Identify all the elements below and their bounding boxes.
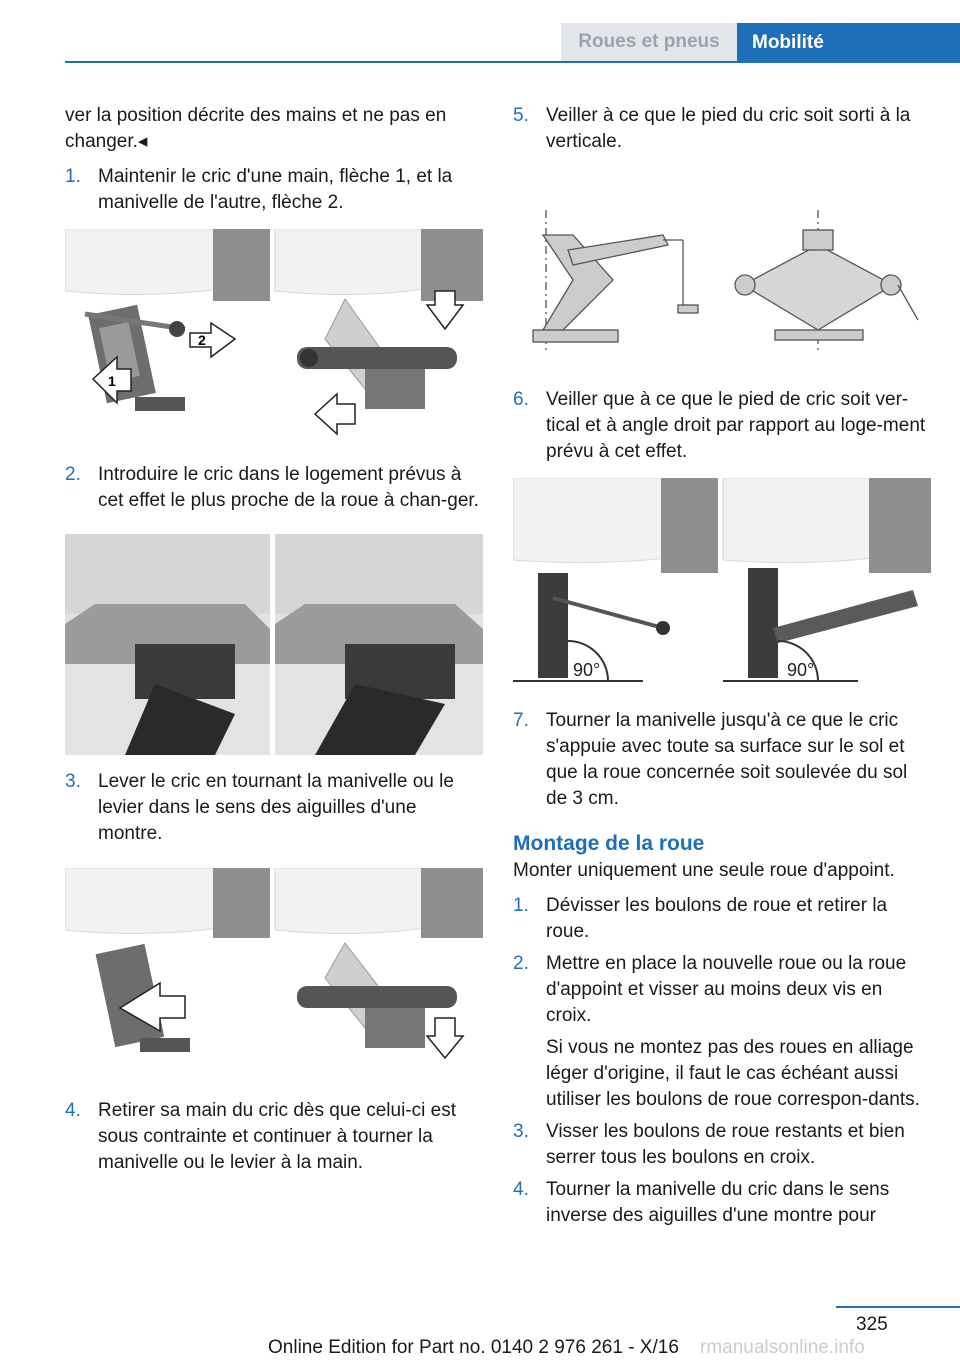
step-text: Lever le cric en tournant la manivelle ou le levier dans le sens des aiguilles d'une montre. [98,771,454,844]
step-number: 2. [513,953,529,974]
step-number: 1. [65,166,81,187]
angle-label: 90° [787,660,815,680]
intro-paragraph: ver la position décrite des mains et ne pas en changer.◂ [65,105,447,152]
step-text: Introduire le cric dans le logement prévus à cet effet le plus proche de la roue à chan‐ger. [98,464,479,511]
list-item [65,164,483,216]
turn-crank-illustration [65,868,483,1073]
figure-hold-jack [65,229,483,441]
step-number: 1. [513,895,529,916]
jack-hold-illustration [65,229,483,441]
step-text: Veiller que à ce que le pied de cric soit ver‐tical et à angle droit par rapport au loge‐ment prévu à cet effet. [546,389,926,462]
footer-rule [836,1306,960,1308]
list-item [513,103,931,155]
step-number: 7. [513,710,529,731]
step-text: Mettre en place la nouvelle roue ou la roue d'appoint et visser au moins deux vis en croix. [546,953,907,1026]
arrow-label-1: 1 [108,373,116,389]
jack-seat-illustration [65,534,483,755]
tab-label: Mobilité [752,32,824,53]
step-number: 5. [513,105,529,126]
right-angle-illustration [513,478,931,686]
figure-turn-crank [65,868,483,1073]
step-text: Si vous ne montez pas des roues en alliage léger d'origine, il faut le cas échéant aussi utiliser les boulons de roue correspon‐dants. [546,1037,920,1110]
step-text: Dévisser les boulons de roue et retirer la roue. [546,895,888,942]
figure-right-angle [513,478,931,686]
step-number: 3. [65,771,81,792]
figure-jack-vertical [513,210,931,355]
list-item [65,1098,483,1176]
list-item [513,708,931,812]
list-item [65,462,483,514]
step-text: Maintenir le cric d'une main, flèche 1, et la manivelle de l'autre, flèche 2. [98,166,453,213]
header-rule [65,61,960,63]
right-column [513,103,931,1229]
left-column [65,103,483,1176]
edition-text: Online Edition for Part no. 0140 2 976 261 - X/16 [268,1337,679,1358]
arrow-label-2: 2 [198,332,206,348]
step-text: Retirer sa main du cric dès que celui-ci est sous contrainte et continuer à tourner la manivelle ou le levier à la main. [98,1100,456,1173]
list-item [513,951,931,1029]
list-item [513,893,931,945]
step-number: 2. [65,464,81,485]
list-item [65,769,483,847]
section-intro: Monter uniquement une seule roue d'appoint. [513,860,895,881]
list-item [513,1119,931,1171]
section-heading: Montage de la roue [513,832,705,855]
tab-roues-et-pneus[interactable] [561,23,737,61]
step-number: 3. [513,1121,529,1142]
list-item [513,1177,931,1229]
step-text: Tourner la manivelle jusqu'à ce que le cric s'appuie avec toute sa surface sur le sol et que la roue concernée soit soulevée du sol de 3 cm. [546,710,908,809]
list-item [513,387,931,465]
step-number: 4. [65,1100,81,1121]
step-text: Visser les boulons de roue restants et bien serrer tous les boulons en croix. [546,1121,905,1168]
figure-jack-seat [65,534,483,755]
tab-mobilite[interactable] [737,23,960,63]
step-text: Veiller à ce que le pied du cric soit sorti à la verticale. [546,105,911,152]
step-number: 6. [513,389,529,410]
page-number: 325 [856,1314,888,1335]
watermark: rmanualsonline.info [700,1337,865,1358]
step-text: Tourner la manivelle du cric dans le sens inverse des aiguilles d'une montre pour [546,1179,890,1226]
angle-label: 90° [573,660,601,680]
list-item-note [513,1035,931,1113]
step-number: 4. [513,1179,529,1200]
tab-label: Roues et pneus [578,31,720,52]
jack-vertical-drawing [513,210,931,355]
